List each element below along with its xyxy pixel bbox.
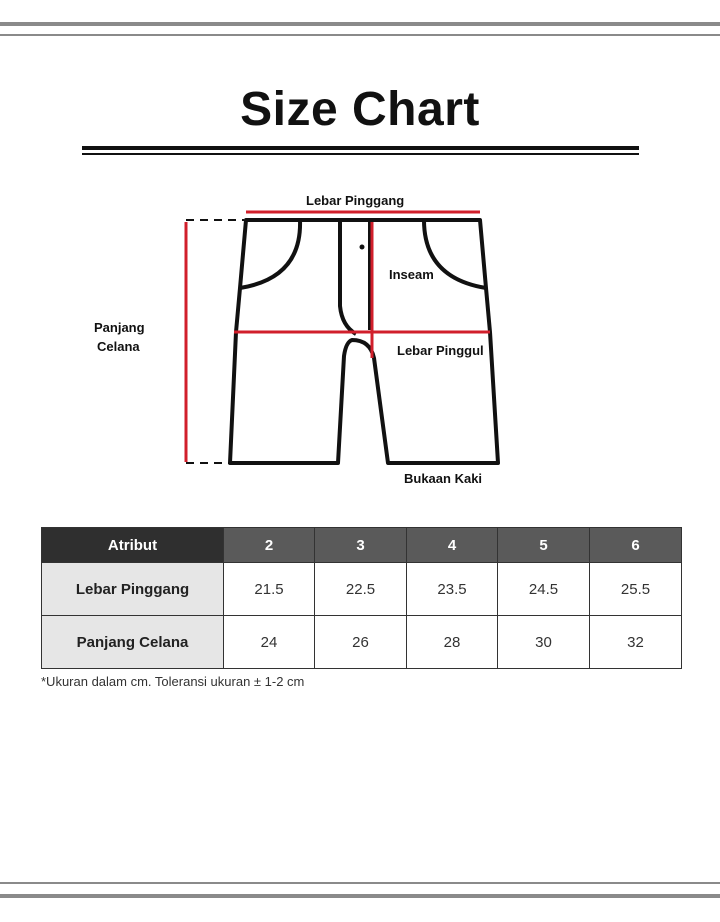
table-cell: 25.5 [590,563,682,616]
top-border [0,0,720,40]
shorts-outline [230,220,498,463]
row-label: Lebar Pinggang [42,563,224,616]
header-attribute: Atribut [42,528,224,563]
table-cell: 24 [224,616,315,669]
table-cell: 23.5 [407,563,498,616]
header-size: 6 [590,528,682,563]
table-header-row [42,528,682,563]
table-cell: 21.5 [224,563,315,616]
leg-opening-label: Bukaan Kaki [404,471,483,486]
table-cell: 30 [498,616,590,669]
header-size: 5 [498,528,590,563]
header-size: 2 [224,528,315,563]
page-title: Size Chart [240,83,480,136]
bottom-border [0,878,720,922]
top-border-line-thick [0,22,720,26]
size-note: *Ukuran dalam cm. Toleransi ukuran ± 1-2 cm [41,674,305,689]
length-label-line2: Celana [97,339,140,354]
hip-label: Lebar Pinggul [397,343,484,358]
table-cell: 28 [407,616,498,669]
size-table [41,527,682,669]
bottom-border-line-thick [0,894,720,898]
shorts-diagram [0,180,720,500]
table-row [42,616,682,669]
table-cell: 26 [315,616,407,669]
bottom-border-line-thin [0,882,720,884]
waist-label: Lebar Pinggang [306,193,405,208]
table-cell: 32 [590,616,682,669]
row-label: Panjang Celana [42,616,224,669]
length-label-line1: Panjang [94,320,145,335]
title-underline-thick [82,146,639,150]
table-cell: 24.5 [498,563,590,616]
header-size: 4 [407,528,498,563]
table-cell: 22.5 [315,563,407,616]
button [360,245,365,250]
table-row [42,563,682,616]
top-border-line-thin [0,34,720,36]
header-size: 3 [315,528,407,563]
inseam-label: Inseam [389,267,434,282]
title-underline-thin [82,153,639,155]
